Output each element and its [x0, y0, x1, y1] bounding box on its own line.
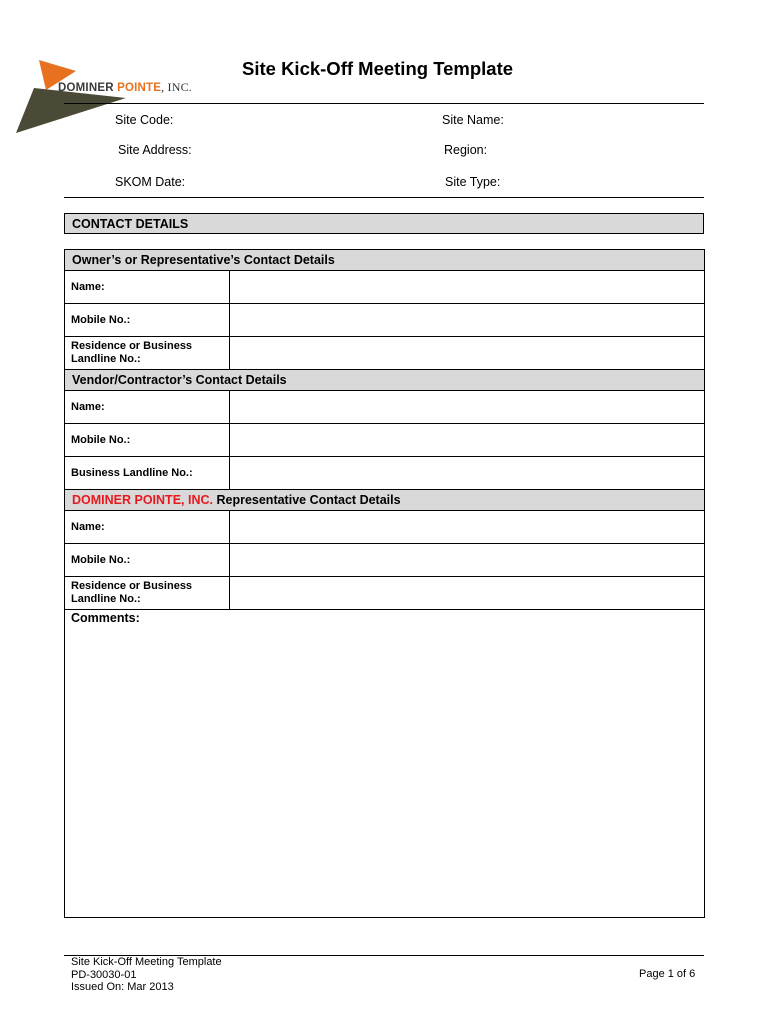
vendor-name-field[interactable] [230, 391, 705, 424]
vendor-heading: Vendor/Contractor’s Contact Details [65, 370, 705, 391]
comments-field[interactable] [65, 610, 705, 918]
owner-heading: Owner’s or Representative’s Contact Details [65, 250, 705, 271]
company-mobile-label: Mobile No.: [65, 544, 230, 577]
company-name-field[interactable] [230, 511, 705, 544]
skom-date-label: SKOM Date: [115, 175, 186, 189]
owner-name-label: Name: [65, 271, 230, 304]
owner-landline-field[interactable] [230, 337, 705, 370]
site-type-label: Site Type: [445, 175, 501, 189]
company-mobile-field[interactable] [230, 544, 705, 577]
site-code-label: Site Code: [115, 113, 174, 127]
company-heading: Representative Contact Details [216, 493, 401, 507]
header-bottom-rule [64, 197, 704, 198]
vendor-name-row [65, 391, 705, 424]
vendor-landline-field[interactable] [230, 457, 705, 490]
footer-page-number: Page 1 of 6 [639, 968, 696, 980]
company-landline-label: Residence or Business Landline No.: [65, 577, 230, 610]
owner-section-header [65, 250, 705, 271]
vendor-landline-row [65, 457, 705, 490]
owner-landline-label: Residence or Business Landline No.: [65, 337, 230, 370]
vendor-mobile-row [65, 424, 705, 457]
owner-mobile-row [65, 304, 705, 337]
owner-mobile-label: Mobile No.: [65, 304, 230, 337]
vendor-mobile-field[interactable] [230, 424, 705, 457]
vendor-section-header [65, 370, 705, 391]
company-name-row [65, 511, 705, 544]
owner-landline-row [65, 337, 705, 370]
company-name-label: Name: [65, 511, 230, 544]
company-section-header [65, 490, 705, 511]
comments-label: Comments: [71, 611, 140, 625]
site-address-label: Site Address: [118, 143, 192, 157]
site-name-label: Site Name: [442, 113, 504, 127]
owner-name-row [65, 271, 705, 304]
vendor-mobile-label: Mobile No.: [65, 424, 230, 457]
contact-details-table [64, 249, 705, 918]
contact-details-heading: CONTACT DETAILS [64, 213, 704, 234]
company-brand-name: DOMINER POINTE, INC. [72, 493, 213, 507]
company-landline-field[interactable] [230, 577, 705, 610]
logo-wordmark: DOMINER POINTE, INC. [58, 80, 192, 94]
footer-doc-title: Site Kick-Off Meeting Template [71, 956, 222, 968]
owner-mobile-field[interactable] [230, 304, 705, 337]
footer-issued-date: Issued On: Mar 2013 [71, 981, 174, 993]
document-title: Site Kick-Off Meeting Template [242, 58, 514, 79]
company-mobile-row [65, 544, 705, 577]
vendor-landline-label: Business Landline No.: [65, 457, 230, 490]
header-top-rule [64, 103, 704, 104]
footer-doc-info [71, 956, 222, 994]
company-landline-row [65, 577, 705, 610]
region-label: Region: [444, 143, 488, 157]
footer-doc-code: PD-30030-01 [71, 968, 137, 981]
comments-row [65, 610, 705, 918]
vendor-name-label: Name: [65, 391, 230, 424]
owner-name-field[interactable] [230, 271, 705, 304]
